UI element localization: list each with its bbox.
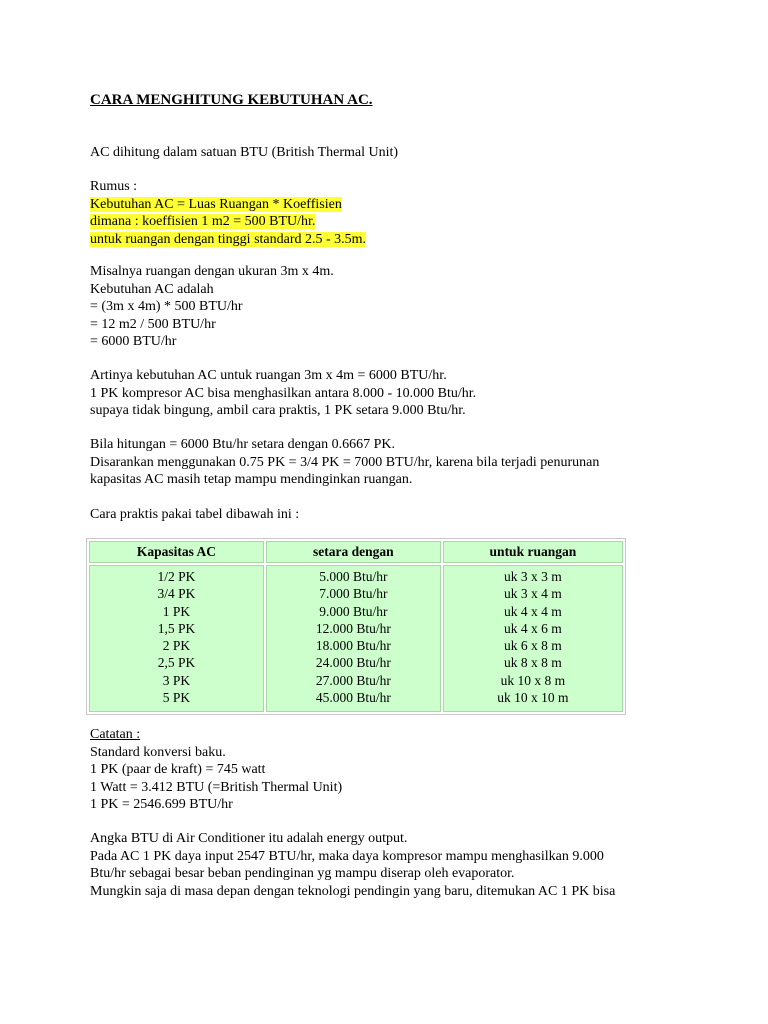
rumus-label: Rumus :: [90, 179, 138, 194]
page-title: CARA MENGHITUNG KEBUTUHAN AC.: [90, 92, 373, 108]
closing-line: Mungkin saja di masa depan dengan teknologi pendingin yang baru, ditemukan AC 1 PK bisa: [90, 883, 616, 899]
closing-block: [90, 830, 690, 900]
setara-value: 45.000 Btu/hr: [315, 690, 391, 706]
example-line: = (3m x 4m) * 500 BTU/hr: [90, 299, 243, 314]
setara-value: 27.000 Btu/hr: [315, 672, 391, 688]
catatan-line: 1 PK = 2546.699 BTU/hr: [90, 797, 233, 812]
formula-line: untuk ruangan dengan tinggi standard 2.5 - 3.5m.: [90, 231, 367, 247]
intro-text: AC dihitung dalam satuan BTU (British Thermal Unit): [90, 145, 399, 160]
ruangan-value: uk 3 x 3 m: [504, 569, 562, 584]
formula-line: dimana : koeffisien 1 m2 = 500 BTU/hr.: [90, 214, 316, 229]
example-line: Kebutuhan AC adalah: [90, 281, 214, 297]
catatan-line: 1 PK (paar de kraft) = 745 watt: [90, 762, 266, 777]
table-intro: Cara praktis pakai tabel dibawah ini :: [90, 507, 300, 522]
setara-value: 5.000 Btu/hr: [319, 569, 388, 584]
catatan-line: Standard konversi baku.: [90, 744, 226, 760]
closing-line: Btu/hr sebagai besar beban pendinginan yg mampu diserap oleh evaporator.: [90, 866, 515, 881]
setara-value: 12.000 Btu/hr: [315, 620, 391, 636]
kapasitas-value: 5 PK: [162, 690, 191, 706]
catatan-label: Catatan :: [90, 727, 141, 742]
formula-line: Kebutuhan AC = Luas Ruangan * Koeffisien: [90, 196, 342, 212]
setara-value: 7.000 Btu/hr: [319, 586, 388, 602]
example-line: = 12 m2 / 500 BTU/hr: [90, 316, 216, 332]
kapasitas-value: 1,5 PK: [157, 620, 196, 636]
catatan-line: 1 Watt = 3.412 BTU (=British Thermal Unit): [90, 779, 343, 795]
recommendation-line: Disarankan menggunakan 0.75 PK = 3/4 PK = 7000 BTU/hr, karena bila terjadi penurunan: [90, 454, 600, 470]
ruangan-value: uk 4 x 6 m: [504, 620, 562, 636]
title-block: [90, 92, 690, 110]
catatan-block: [90, 726, 690, 814]
kapasitas-value: 2 PK: [162, 638, 191, 654]
explanation-line: supaya tidak bingung, ambil cara praktis, 1 PK setara 9.000 Btu/hr.: [90, 403, 466, 418]
header-kapasitas: Kapasitas AC: [89, 541, 264, 563]
setara-value: 24.000 Btu/hr: [315, 655, 391, 671]
ruangan-value: uk 10 x 10 m: [497, 690, 569, 706]
explanation-line: Artinya kebutuhan AC untuk ruangan 3m x 4m = 6000 BTU/hr.: [90, 368, 447, 383]
header-setara: setara dengan: [266, 541, 441, 563]
setara-value: 18.000 Btu/hr: [315, 638, 391, 654]
recommendation-line: Bila hitungan = 6000 Btu/hr setara dengan 0.6667 PK.: [90, 437, 395, 452]
table-header-row: [89, 541, 623, 563]
example-block: [90, 263, 690, 351]
explanation-block: [90, 367, 690, 420]
ruangan-value: uk 6 x 8 m: [504, 638, 562, 654]
closing-line: Pada AC 1 PK daya input 2547 BTU/hr, maka daya kompresor mampu menghasilkan 9.000: [90, 848, 604, 864]
setara-cell: [266, 565, 441, 712]
ruangan-value: uk 10 x 8 m: [500, 672, 566, 688]
kapasitas-value: 2,5 PK: [157, 655, 196, 671]
kapasitas-value: 3 PK: [162, 672, 191, 688]
ruangan-value: uk 3 x 4 m: [504, 586, 562, 602]
recommendation-line: kapasitas AC masih tetap mampu mendinginkan ruangan.: [90, 472, 413, 487]
setara-value: 9.000 Btu/hr: [319, 603, 388, 619]
kapasitas-value: 1 PK: [162, 603, 191, 619]
kapasitas-cell: [89, 565, 264, 712]
ruangan-value: uk 4 x 4 m: [504, 603, 562, 619]
header-ruangan: untuk ruangan: [443, 541, 623, 563]
example-line: = 6000 BTU/hr: [90, 334, 177, 349]
rumus-block: [90, 178, 690, 248]
table-intro-block: [90, 506, 690, 524]
table-row: [89, 565, 623, 712]
example-line: Misalnya ruangan dengan ukuran 3m x 4m.: [90, 264, 334, 279]
explanation-line: 1 PK kompresor AC bisa menghasilkan antara 8.000 - 10.000 Btu/hr.: [90, 385, 477, 401]
recommendation-block: [90, 436, 690, 489]
closing-line: Angka BTU di Air Conditioner itu adalah energy output.: [90, 831, 408, 846]
intro-block: [90, 144, 690, 162]
ruangan-cell: [443, 565, 623, 712]
kapasitas-value: 3/4 PK: [157, 586, 196, 602]
ac-capacity-table: [86, 538, 626, 715]
kapasitas-value: 1/2 PK: [157, 569, 196, 584]
ruangan-value: uk 8 x 8 m: [504, 655, 562, 671]
